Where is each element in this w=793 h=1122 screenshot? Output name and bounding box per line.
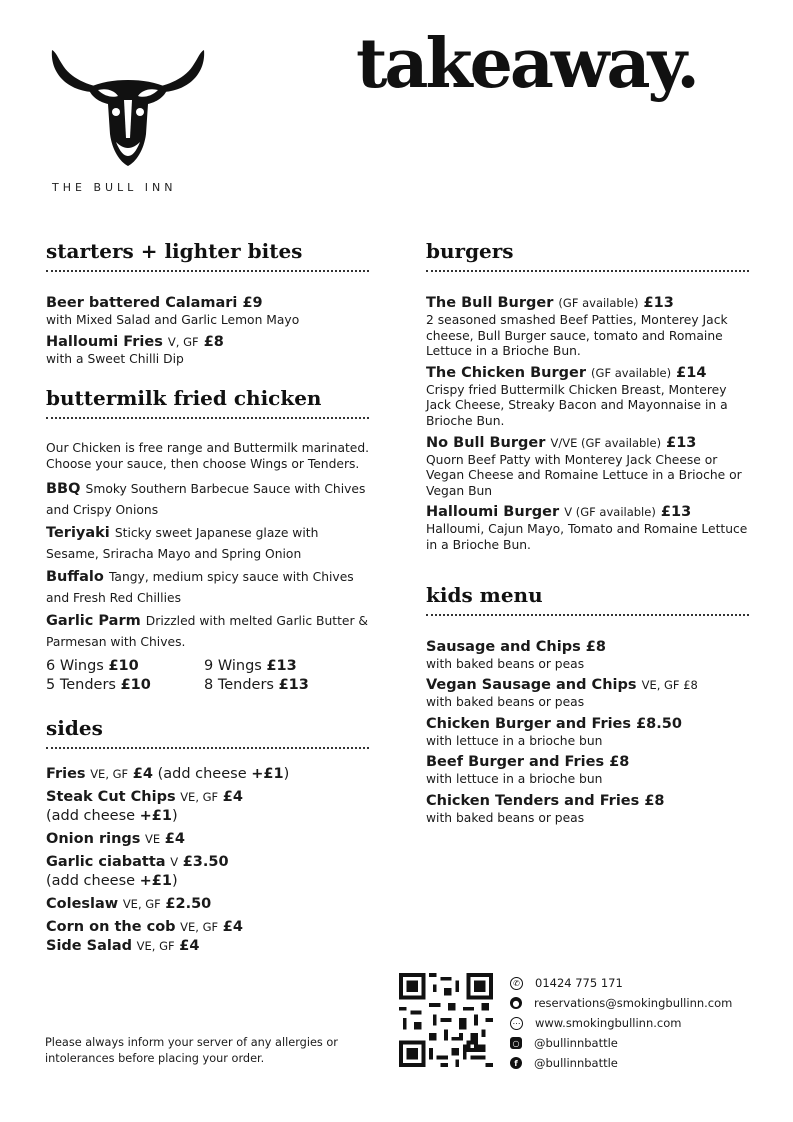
phone-icon: ✆ <box>510 977 523 990</box>
item-price: £8.50 <box>636 715 682 732</box>
sides-list <box>46 765 371 956</box>
sauce-name: Buffalo <box>46 569 104 586</box>
instagram-icon: ○ <box>510 1037 522 1049</box>
facebook-icon: f <box>510 1057 522 1069</box>
menu-item <box>426 503 751 553</box>
allergy-notice: Please always inform your server of any allergies or intolerances before placing your order. <box>45 1036 338 1065</box>
portion-option: 5 Tenders £10 <box>46 677 151 694</box>
kids-list <box>426 638 751 827</box>
item-name: Beef Burger and Fries <box>426 754 605 771</box>
qr-code[interactable] <box>399 973 493 1067</box>
item-tags: (GF available) <box>591 365 672 380</box>
starters-heading: starters + lighter bites <box>46 239 303 263</box>
web-icon: ⋯ <box>510 1017 523 1030</box>
menu-item <box>426 676 751 711</box>
sauce-name: Garlic Parm <box>46 613 141 630</box>
sauce-description: Smoky Southern Barbecue Sauce with Chives and Crispy Onions <box>46 482 366 518</box>
bull-logo <box>48 42 208 172</box>
menu-item <box>426 753 751 788</box>
item-price: £9 <box>242 295 263 311</box>
sauce-description: Sticky sweet Japanese glaze with Sesame, Sriracha Mayo and Spring Onion <box>46 526 319 562</box>
contact-phone[interactable]: ✆ 01424 775 171 <box>510 973 732 993</box>
menu-item <box>426 294 751 360</box>
contact-website[interactable]: ⋯ www.smokingbullinn.com <box>510 1013 732 1033</box>
item-name: No Bull Burger <box>426 434 546 451</box>
sauce-item <box>46 478 371 518</box>
menu-item <box>426 364 751 430</box>
right-column <box>426 238 751 831</box>
sauce-item <box>46 522 371 562</box>
sauce-item <box>46 566 371 606</box>
item-description: with baked beans or peas <box>426 810 585 825</box>
item-price: £8 <box>609 754 630 771</box>
item-name: Halloumi Fries <box>46 333 163 350</box>
contact-list <box>510 973 732 1073</box>
item-name: Halloumi Burger <box>426 504 560 521</box>
sides-heading: sides <box>46 716 103 741</box>
item-name: Vegan Sausage and Chips <box>426 677 637 694</box>
portion-option: 6 Wings £10 <box>46 658 139 675</box>
sauce-item <box>46 610 371 650</box>
divider <box>46 270 369 272</box>
item-price: £8 <box>644 792 665 809</box>
menu-item <box>46 294 371 329</box>
portion-option: 8 Tenders £13 <box>204 677 309 694</box>
item-tags: V/VE (GF available) <box>550 435 662 450</box>
burgers-heading: burgers <box>426 239 514 263</box>
item-description: with a Sweet Chilli Dip <box>46 351 184 366</box>
chat-icon: ● <box>510 997 522 1009</box>
item-description: Halloumi, Cajun Mayo, Tomato and Romaine Lettuce in a Brioche Bun. <box>426 522 748 552</box>
item-name: Sausage and Chips <box>426 638 581 655</box>
chicken-heading: buttermilk fried chicken <box>46 386 322 411</box>
item-description: with lettuce in a brioche bun <box>426 733 603 748</box>
item-description: Crispy fried Buttermilk Chicken Breast, Monterey Jack Cheese, Streaky Bacon and Mayonnaise in a Brioche Bun. <box>426 382 728 428</box>
side-item: Side Salad VE, GF £4 <box>46 938 200 955</box>
menu-item <box>426 434 751 500</box>
item-tags: (GF available) <box>558 296 639 310</box>
item-tags: VE, GF £8 <box>641 678 698 693</box>
menu-item <box>426 715 751 750</box>
side-item: Coleslaw VE, GF £2.50 <box>46 896 212 913</box>
side-item: Fries VE, GF £4 (add cheese +£1) <box>46 766 290 783</box>
side-item: Steak Cut Chips VE, GF £4 (add cheese +£1) <box>46 789 243 825</box>
item-description: Quorn Beef Patty with Monterey Jack Cheese or Vegan Cheese and Romaine Lettuce in a Brioche or Vegan Bun <box>426 452 742 498</box>
side-item: Corn on the cob VE, GF £4 <box>46 919 243 936</box>
brand-name: THE BULL INN <box>52 181 177 194</box>
item-name: The Chicken Burger <box>426 364 586 381</box>
divider <box>46 747 369 749</box>
item-price: £13 <box>643 295 674 311</box>
contact-instagram[interactable]: ○ @bullinnbattle <box>510 1033 732 1053</box>
portion-option: 9 Wings £13 <box>204 658 297 675</box>
item-description: with baked beans or peas <box>426 695 585 710</box>
menu-item <box>426 638 751 673</box>
contact-facebook[interactable]: f @bullinnbattle <box>510 1053 732 1073</box>
item-price: £8 <box>203 333 224 350</box>
item-description: 2 seasoned smashed Beef Patties, Monterey Jack cheese, Bull Burger sauce, tomato and Romaine Lettuce in a Brioche Bun. <box>426 313 728 359</box>
contact-email[interactable]: ● reservations@smokingbullinn.com <box>510 993 732 1013</box>
item-description: with lettuce in a brioche bun <box>426 772 603 787</box>
item-description: with baked beans or peas <box>426 656 585 671</box>
left-column <box>46 238 371 960</box>
item-tags: V (GF available) <box>564 505 656 520</box>
side-item: Onion rings VE £4 <box>46 831 185 848</box>
chicken-intro: Our Chicken is free range and Buttermilk marinated. Choose your sauce, then choose Wings or Tenders. <box>46 441 370 471</box>
side-item: Garlic ciabatta V £3.50 (add cheese +£1) <box>46 854 229 890</box>
item-price: £13 <box>666 434 697 451</box>
divider <box>426 614 749 616</box>
item-name: Beer battered Calamari <box>46 295 238 311</box>
menu-item <box>46 333 371 368</box>
item-price: £14 <box>676 364 707 381</box>
sauce-description: Tangy, medium spicy sauce with Chives and Fresh Red Chillies <box>46 570 354 606</box>
divider <box>46 417 369 419</box>
sauce-name: BBQ <box>46 481 81 498</box>
menu-item <box>426 792 751 827</box>
burgers-list <box>426 294 751 554</box>
portion-grid <box>46 658 371 693</box>
item-price: £13 <box>660 504 692 521</box>
item-name: Chicken Tenders and Fries <box>426 792 640 809</box>
item-tags: V, GF <box>167 334 199 349</box>
kids-heading: kids menu <box>426 582 543 607</box>
item-price: £8 <box>585 638 606 655</box>
sauce-name: Teriyaki <box>46 525 110 542</box>
sauce-list <box>46 478 371 650</box>
item-description: with Mixed Salad and Garlic Lemon Mayo <box>46 313 300 327</box>
starters-list <box>46 294 371 367</box>
item-name: Chicken Burger and Fries <box>426 715 632 732</box>
divider <box>426 270 749 272</box>
sauce-description: Drizzled with melted Garlic Butter & Parmesan with Chives. <box>46 614 369 650</box>
page-title: takeaway. <box>356 24 697 104</box>
item-name: The Bull Burger <box>426 295 554 311</box>
